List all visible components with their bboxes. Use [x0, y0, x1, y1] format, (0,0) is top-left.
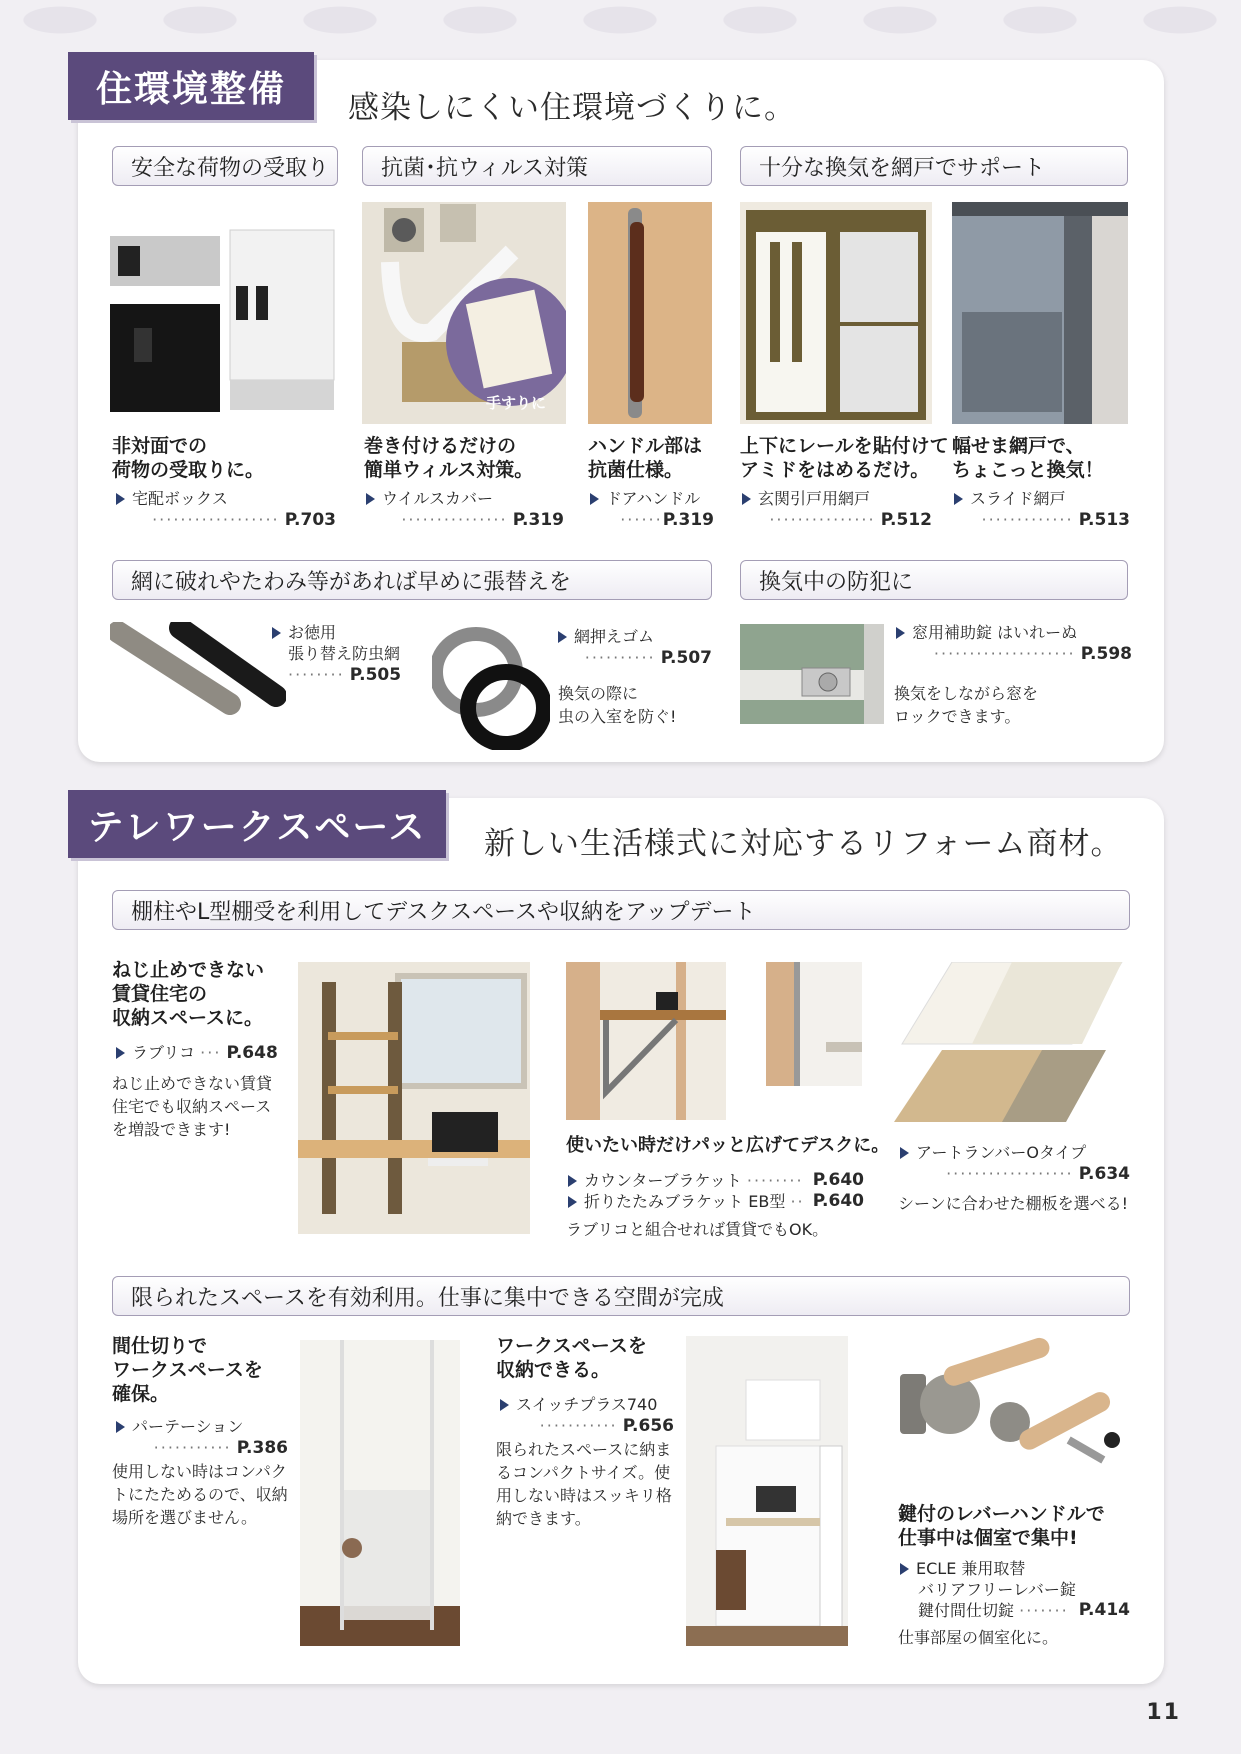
door-handle-image: [588, 202, 712, 424]
switch-desc-line3: 用しない時はスッキリ格: [496, 1486, 672, 1505]
leader-dots: ·······: [1019, 1601, 1069, 1620]
rubber-product-name: 網押えゴム: [574, 627, 655, 646]
switch-desc-line4: 納できます。: [496, 1509, 591, 1528]
door-handle-caption: [588, 434, 702, 482]
subhead-shelf: 棚柱やL型棚受を利用してデスクスペースや収納をアップデート: [112, 890, 1130, 930]
subhead-antivirus: 抗菌･抗ウィルス対策: [362, 146, 712, 186]
leader-dots: ····················: [933, 644, 1076, 663]
triangle-bullet-icon: [742, 493, 751, 505]
partition-caption: [112, 1334, 263, 1406]
subhead-ventilation: 十分な換気を網戸でサポート: [740, 146, 1128, 186]
lever-page-ref[interactable]: P.414: [1078, 1600, 1130, 1620]
screen-net-line2: 張り替え防虫網: [288, 644, 401, 663]
entrance-screen-caption-line2: アミドをはめるだけ。: [740, 459, 930, 481]
counter-bracket-name: カウンターブラケット: [584, 1171, 742, 1190]
lever-product-line1: ECLE 兼用取替: [916, 1559, 1026, 1578]
virus-cover-product: [366, 488, 564, 531]
shelf-board-image: [892, 962, 1126, 1122]
door-handle-caption-line2: 抗菌仕様。: [588, 459, 684, 481]
partition-desc: [112, 1460, 288, 1529]
lever-product-line3: 鍵付間仕切錠: [918, 1601, 1015, 1620]
page-number: 11: [1146, 1700, 1181, 1725]
entrance-screen-caption: [740, 434, 949, 482]
entrance-screen-page-ref[interactable]: P.512: [880, 510, 932, 530]
triangle-bullet-icon: [568, 1175, 577, 1187]
subhead-replace: 網に破れやたわみ等があれば早めに張替えを: [112, 560, 712, 600]
lumber-page-ref[interactable]: P.634: [1078, 1164, 1130, 1184]
entrance-screen-caption-line1: 上下にレールを貼付けて: [740, 435, 949, 457]
entrance-screen-product: [742, 488, 932, 531]
door-handle-product: [590, 488, 714, 531]
section-tag-telework: テレワークスペース: [68, 790, 446, 858]
leader-dots: ···········: [153, 1438, 232, 1457]
switch-caption-line2: 収納できる。: [496, 1359, 611, 1381]
door-handle-caption-line1: ハンドル部は: [588, 435, 703, 457]
handrail-badge: 手すりに: [486, 394, 547, 412]
virus-cover-caption: [364, 434, 533, 482]
screen-net-page-ref[interactable]: P.505: [349, 665, 402, 685]
leader-dots: ··········: [584, 648, 656, 667]
subhead-security: 換気中の防犯に: [740, 560, 1128, 600]
labrico-desc: [112, 1072, 272, 1141]
door-handle-page-ref[interactable]: P.319: [662, 510, 714, 530]
entrance-screen-door-image: [740, 202, 932, 424]
slide-screen-caption-line1: 幅せま網戸で、: [952, 435, 1085, 457]
delivery-product: [116, 488, 336, 531]
bracket-desc: ラブリコと組合せれば賃貸でもOK。: [566, 1220, 829, 1239]
virus-cover-page-ref[interactable]: P.319: [512, 510, 564, 530]
triangle-bullet-icon: [568, 1196, 577, 1208]
window-lock-product: [896, 622, 1132, 665]
switch-desc-line1: 限られたスペースに納ま: [496, 1440, 672, 1459]
switch-caption: [496, 1334, 647, 1382]
lever-product: [900, 1558, 1130, 1621]
entrance-screen-product-name: 玄関引戸用網戸: [758, 489, 871, 508]
bracket-products: [568, 1170, 864, 1212]
leader-dots: ········: [288, 665, 345, 684]
leader-dots: ········: [746, 1171, 804, 1190]
partition-product-name: パーテーション: [132, 1417, 244, 1436]
partition-caption-line1: 間仕切りで: [112, 1335, 208, 1357]
lever-product-line2: バリアフリーレバー錠: [918, 1580, 1076, 1599]
lumber-desc: シーンに合わせた棚板を選べる!: [898, 1194, 1129, 1213]
triangle-bullet-icon: [900, 1147, 909, 1159]
labrico-room-image: [298, 962, 530, 1234]
window-lock-desc: [894, 682, 1038, 728]
folding-bracket-name: 折りたたみブラケット EB型: [584, 1192, 786, 1211]
leader-dots: ······: [620, 510, 663, 529]
folding-bracket-page-ref[interactable]: P.640: [812, 1191, 864, 1211]
lever-caption: [898, 1502, 1105, 1550]
rubber-product: [558, 626, 712, 669]
triangle-bullet-icon: [116, 1421, 125, 1433]
rubber-desc: [558, 682, 676, 728]
lever-caption-line1: 鍵付のレバーハンドルで: [898, 1503, 1105, 1525]
rubber-desc-line1: 換気の際に: [558, 684, 639, 703]
partition-desc-line2: トにたためるので、収納: [112, 1485, 288, 1504]
lumber-product-name: アートランバーOタイプ: [916, 1143, 1087, 1162]
lever-desc: 仕事部屋の個室化に。: [898, 1628, 1059, 1647]
slide-screen-image: [952, 202, 1128, 424]
lever-caption-line2: 仕事中は個室で集中!: [898, 1527, 1078, 1549]
partition-page-ref[interactable]: P.386: [236, 1438, 288, 1458]
labrico-caption-line2: 賃貸住宅の: [112, 983, 208, 1005]
partition-caption-line2: ワークスペースを: [112, 1359, 263, 1381]
window-lock-desc-line1: 換気をしながら窓を: [894, 684, 1039, 703]
screen-roll-image: [110, 622, 286, 718]
lumber-product: [900, 1142, 1130, 1185]
screen-net-line1: お徳用: [288, 623, 337, 642]
leader-dots: ···············: [401, 510, 508, 529]
counter-bracket-image: [566, 962, 726, 1120]
rubber-desc-line2: 虫の入室を防ぐ!: [558, 707, 677, 726]
switch-plus-image: [686, 1336, 848, 1646]
delivery-caption-line2: 荷物の受取りに。: [112, 459, 265, 481]
lever-handle-image: [890, 1334, 1126, 1474]
labrico-desc-line1: ねじ止めできない賃貸: [112, 1074, 273, 1093]
slide-screen-caption: [952, 434, 1104, 482]
partition-image: [300, 1340, 460, 1646]
slide-screen-product-name: スライド網戸: [970, 489, 1066, 508]
switch-product: [500, 1394, 674, 1437]
labrico-product-name: ラブリコ: [132, 1043, 196, 1062]
leader-dots: ···············: [769, 510, 876, 529]
triangle-bullet-icon: [590, 493, 599, 505]
screen-net-product: [272, 622, 404, 686]
triangle-bullet-icon: [896, 627, 905, 639]
labrico-page-ref[interactable]: P.648: [226, 1043, 278, 1063]
delivery-page-ref[interactable]: P.703: [284, 510, 336, 530]
subhead-delivery: 安全な荷物の受取り: [112, 146, 338, 186]
triangle-bullet-icon: [116, 493, 125, 505]
switch-page-ref[interactable]: P.656: [622, 1416, 674, 1436]
labrico-product: [116, 1042, 296, 1064]
slide-screen-product: [954, 488, 1130, 531]
partition-desc-line3: 場所を選びません。: [112, 1508, 257, 1527]
section-lead-environment: 感染しにくい住環境づくりに。: [348, 90, 796, 126]
switch-desc-line2: るコンパクトサイズ。使: [496, 1463, 671, 1482]
leader-dots: ·············: [981, 510, 1074, 529]
slide-screen-caption-line2: ちょこっと換気！: [952, 459, 1104, 481]
bracket-caption: 使いたい時だけパッと広げてデスクに。: [566, 1135, 890, 1156]
section-lead-telework: 新しい生活様式に対応するリフォーム商材。: [484, 826, 1123, 862]
virus-cover-image: [362, 202, 566, 424]
section-tag-environment: 住環境整備: [68, 52, 314, 120]
counter-bracket-page-ref[interactable]: P.640: [812, 1170, 864, 1190]
switch-product-name: スイッチプラス740: [516, 1395, 658, 1414]
folding-bracket-image: [766, 962, 862, 1086]
labrico-caption-line1: ねじ止めできない: [112, 959, 265, 981]
window-lock-page-ref[interactable]: P.598: [1080, 644, 1132, 664]
rubber-page-ref[interactable]: P.507: [660, 648, 712, 668]
triangle-bullet-icon: [116, 1047, 125, 1059]
leader-dots: ···········: [539, 1416, 618, 1435]
delivery-box-image: [108, 228, 336, 412]
partition-product: [116, 1416, 288, 1459]
triangle-bullet-icon: [500, 1399, 509, 1411]
partition-caption-line3: 確保。: [112, 1383, 170, 1405]
virus-cover-caption-line2: 簡単ウィルス対策。: [364, 459, 534, 481]
switch-caption-line1: ワークスペースを: [496, 1335, 647, 1357]
triangle-bullet-icon: [272, 627, 281, 639]
labrico-caption-line3: 収納スペースに。: [112, 1007, 264, 1029]
virus-cover-product-name: ウイルスカバー: [382, 489, 494, 508]
rubber-coil-image: [432, 624, 550, 750]
window-lock-image: [740, 624, 884, 724]
triangle-bullet-icon: [900, 1563, 909, 1575]
triangle-bullet-icon: [558, 631, 567, 643]
labrico-caption: [112, 958, 264, 1030]
section-panel-telework: [78, 798, 1164, 1684]
switch-desc: [496, 1438, 672, 1530]
triangle-bullet-icon: [366, 493, 375, 505]
window-lock-product-name: 窓用補助錠 はいれーぬ: [912, 623, 1078, 642]
delivery-caption: [112, 434, 264, 482]
door-handle-product-name: ドアハンドル: [606, 489, 701, 508]
leader-dots: ···: [200, 1043, 222, 1062]
triangle-bullet-icon: [954, 493, 963, 505]
labrico-desc-line3: を増設できます!: [112, 1120, 231, 1139]
leader-dots: ··················: [152, 510, 280, 529]
slide-screen-page-ref[interactable]: P.513: [1078, 510, 1130, 530]
leader-dots: ··················: [946, 1164, 1074, 1183]
labrico-desc-line2: 住宅でも収納スペース: [112, 1097, 272, 1116]
delivery-caption-line1: 非対面での: [112, 435, 208, 457]
subhead-space: 限られたスペースを有効利用。仕事に集中できる空間が完成: [112, 1276, 1130, 1316]
partition-desc-line1: 使用しない時はコンパク: [112, 1462, 287, 1481]
delivery-product-name: 宅配ボックス: [132, 489, 228, 508]
virus-cover-caption-line1: 巻き付けるだけの: [364, 435, 517, 457]
window-lock-desc-line2: ロックできます。: [894, 707, 1021, 726]
leader-dots: ··: [790, 1192, 805, 1211]
